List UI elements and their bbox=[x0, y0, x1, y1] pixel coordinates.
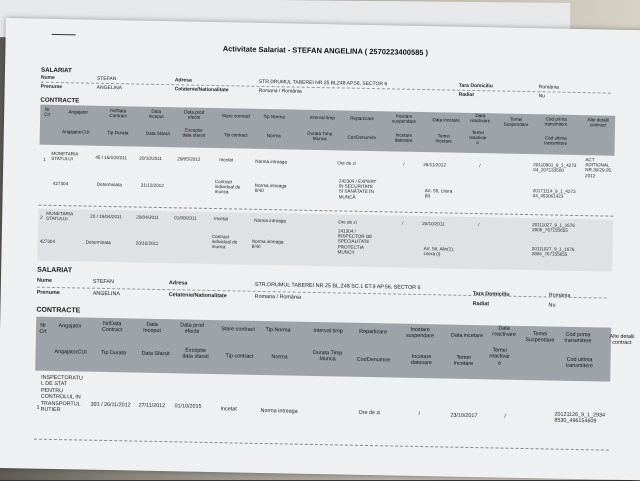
cell-tip-norma: Norma intreaga bbox=[260, 407, 298, 415]
section-salariat-2: SALARIAT bbox=[37, 266, 73, 275]
cell-data-sfarsit: 20/10/2011 bbox=[135, 240, 159, 246]
cell-cod-prima: 20121126_9_1_2934 8530_496154609 bbox=[554, 411, 606, 425]
cell-stare: Incetat bbox=[220, 406, 237, 413]
label-adresa: Adresa bbox=[168, 280, 188, 287]
label-prenume: Prenume bbox=[36, 289, 60, 297]
cell-tip-norma: Norma intreaga bbox=[255, 158, 288, 165]
hdr-norma: Norma bbox=[266, 133, 281, 139]
cell-data-inceput: 20/10/2011 bbox=[139, 155, 163, 162]
hdr-data-reactivare: Data reactivare bbox=[469, 113, 491, 124]
hdr-data-incetare: Data incetare bbox=[432, 117, 460, 123]
cell-tip-norma: Norma intreaga bbox=[254, 217, 286, 224]
hdr-cod-ultima: Cod ultima transmitere bbox=[544, 135, 568, 146]
cell-norma: Norma intreaga 8/40 bbox=[254, 182, 287, 194]
cell-incetare: / bbox=[403, 161, 405, 167]
hdr-temei-susp: Temei Suspendare bbox=[503, 116, 529, 128]
value-radiat: Nu bbox=[538, 93, 546, 100]
hdr-incetare-datesare: Incetare datesare bbox=[410, 353, 432, 367]
cell-cod-prima: 20111027_9_1_1676 2806_767155655 bbox=[531, 222, 575, 234]
hdr-incetare-susp: Incetare suspendare bbox=[405, 326, 435, 340]
label-cetatenie: Cetatenie/Nationalitate bbox=[168, 292, 227, 300]
cell-temei-incetare: Art. 56, Alin(1), Litera (i) bbox=[423, 246, 455, 257]
label-radiat: Radiat bbox=[472, 301, 490, 308]
cell-data-inceput: 20/04/2011 bbox=[136, 214, 159, 220]
cell-data-prod: 01/10/2015 bbox=[174, 403, 202, 410]
label-cetatenie: Cetatenie/Nationalitate bbox=[174, 86, 229, 94]
hdr-angajator-cui: AngajatorCUI bbox=[61, 129, 90, 135]
cell-interval: Ore de zi bbox=[358, 409, 381, 417]
cell-incetare: / bbox=[418, 410, 421, 418]
pen-mark bbox=[52, 34, 76, 35]
hdr-temei-reactivare: Temei reactivar e bbox=[468, 129, 487, 146]
hdr-repartizare: Repartizare bbox=[350, 115, 375, 122]
hdr-data-inceput: Data Inceput bbox=[143, 321, 161, 335]
hdr-incetare-susp: Incetare suspendare bbox=[392, 113, 417, 125]
cell-temei-incetare: Art. 55, Litera (b) bbox=[424, 188, 453, 199]
hdr-angajator: Angajator bbox=[68, 109, 89, 115]
hdr-tip-durata: Tip Durata bbox=[101, 349, 127, 357]
document-title: Activitate Salariat - STEFAN ANGELINA ( 2570223400585 ) bbox=[222, 44, 429, 58]
section-contracte-2: CONTRACTE bbox=[36, 306, 81, 315]
cell-nr: 1 bbox=[36, 404, 40, 411]
hdr-data-incetare: Data incetare bbox=[450, 332, 484, 340]
cell-cod-ultima: 20111027_9_1_1676 2806_767155655 bbox=[531, 246, 575, 258]
label-tara: Tara Domiciliu bbox=[458, 82, 493, 90]
hdr-nr-data: Nr/Data Contract bbox=[109, 108, 127, 119]
label-nume: Nume bbox=[36, 277, 53, 284]
cell-data-incetare: 20/10/2011 bbox=[422, 221, 445, 227]
hdr-tip-norma: Tip Norma bbox=[263, 113, 285, 120]
hdr-repartizare: Repartizare bbox=[359, 328, 388, 336]
hdr-angajator-cui: AngajatorCUI bbox=[54, 348, 87, 356]
cell-alte: ACT ADITIONAL NR.30/29.05. 2012 bbox=[585, 157, 613, 178]
hdr-cor: Cor/Denumire bbox=[347, 134, 377, 141]
hdr-data-prod: Data prod efecte bbox=[180, 322, 205, 336]
value-prenume: ANGELINA bbox=[92, 290, 121, 298]
cell-incetare: / bbox=[402, 220, 404, 226]
contract-row bbox=[37, 209, 613, 272]
hdr-data-sfarsit: Data Sfarsit bbox=[145, 130, 170, 137]
cell-cui: 427304 bbox=[39, 238, 56, 244]
hdr-nr-crt: Nr Crt bbox=[39, 322, 47, 336]
hdr-temei-incetare: Temei Incetare bbox=[453, 354, 474, 368]
hdr-norma: Norma bbox=[271, 354, 288, 361]
hdr-nr-crt: Nr Crt bbox=[44, 106, 51, 118]
hdr-data-sfarsit: Data Sfarsit bbox=[141, 350, 170, 358]
label-adresa: Adresa bbox=[174, 77, 192, 84]
label-prenume: Prenume bbox=[40, 83, 63, 91]
hdr-angajator: Angajator bbox=[58, 323, 82, 330]
hdr-incetare-datesare: Incetare datesare bbox=[394, 132, 413, 144]
cell-data-reactivare: / bbox=[504, 413, 506, 420]
hdr-data-reactivare: Data reactivare bbox=[492, 325, 516, 339]
hdr-data-inceput: Data Inceput bbox=[148, 108, 164, 120]
cell-cor: 242304 / EXPERT IN SECURITATE SI SĂNĂTATE ÎN MUNCĂ bbox=[338, 178, 377, 200]
hdr-temei-susp: Temei Suspendare bbox=[525, 331, 555, 344]
hdr-stare: Stare contract bbox=[221, 113, 251, 119]
cell-angajator: MONETARIA STATULUI bbox=[51, 150, 79, 162]
value-cetatenie: Romana / România bbox=[258, 87, 302, 95]
hdr-tip-contract: Tip contract bbox=[223, 132, 248, 138]
value-tara: România bbox=[538, 84, 559, 91]
value-prenume: ANGELINA bbox=[96, 84, 123, 92]
cell-angajator: INSPECTORATU L DE STAT PENTRU CONTROLUL IN TRANSPORTUL RUTIER bbox=[40, 374, 83, 414]
hdr-exceptie: Exceptie data sfarsit bbox=[182, 127, 206, 139]
label-radiat: Radiat bbox=[458, 91, 474, 98]
cell-cod-ultima: 20171114_9_1_4273 04_453061423 bbox=[532, 188, 576, 199]
cell-nr-data: 45 / 16/10/2011 bbox=[95, 154, 127, 161]
hdr-cod-prima: Cod prima transmitere bbox=[544, 116, 568, 128]
cell-cui: 427304 bbox=[52, 180, 69, 187]
hdr-exceptie: Exceptie data sfarsit bbox=[182, 347, 209, 361]
hdr-tip-norma: Tip Norma bbox=[265, 327, 291, 334]
cell-nr-data: 391 / 26/11/2012 bbox=[90, 401, 131, 409]
cell-cod-prima: 20110901_9_1_4273 04_207133500 bbox=[533, 162, 577, 173]
hdr-data-prod: Data prod efecte bbox=[184, 109, 205, 120]
value-adresa: STR.DRUMUL TABEREI NR.25 BL.Z48 SC.1 ET.9 AP.56, SECTOR 6 bbox=[254, 281, 421, 292]
cell-stare: Incetat bbox=[219, 157, 234, 163]
cell-data-incetare: 23/10/2017 bbox=[450, 412, 478, 420]
hdr-durata-timp: Durata Timp Munca bbox=[307, 130, 333, 142]
hdr-alte: Alte detalii contract bbox=[587, 117, 609, 128]
value-radiat: Nu bbox=[548, 302, 556, 309]
hdr-cor: Cor/Denumire bbox=[356, 356, 391, 364]
contracts-header bbox=[40, 105, 616, 156]
document-sheet bbox=[0, 18, 640, 481]
hdr-cod-prima: Cod prima transmitere bbox=[564, 331, 592, 345]
value-nume: STEFAN bbox=[96, 75, 117, 83]
cell-angajator: MONETARIA STATULUI bbox=[46, 210, 74, 222]
value-adresa: STR.DRUMUL TABEREI NR.25 BLZ48 AP.56, SECTOR 6 bbox=[258, 78, 388, 88]
hdr-interval: Interval timp bbox=[309, 114, 335, 121]
contract-row bbox=[34, 375, 610, 446]
hdr-durata-timp: Durata Timp Munca bbox=[312, 349, 343, 363]
label-nume: Nume bbox=[40, 74, 55, 81]
value-nume: STEFAN bbox=[92, 278, 114, 286]
cell-interval: Ore de zi bbox=[338, 219, 357, 225]
cell-data-incetare: 26/11/2012 bbox=[423, 162, 446, 168]
cell-tip-contract: Contract individual de munca bbox=[211, 233, 238, 250]
value-cetatenie: Romana / România bbox=[254, 293, 302, 301]
contracts-header-2 bbox=[35, 317, 635, 382]
cell-norma: Norma intreaga 8/40 bbox=[251, 238, 284, 250]
cell-tip-durata: Determinata bbox=[96, 181, 122, 188]
cell-nr: 2 bbox=[40, 214, 43, 220]
hdr-tip-durata: Tip Durata bbox=[107, 129, 129, 136]
cell-interval: Ore de zi bbox=[337, 160, 356, 166]
cell-nr: 1 bbox=[43, 156, 46, 162]
section-salariat: SALARIAT bbox=[40, 66, 72, 75]
cell-tip-durata: Determinata bbox=[85, 239, 111, 246]
hdr-alte: Alte detalii contract bbox=[609, 333, 635, 347]
cell-nr-data: 20 / 19/04/2011 bbox=[90, 213, 122, 220]
cell-data-prod: 29/05/2012 bbox=[177, 156, 201, 162]
label-tara: Tara Domiciliu bbox=[472, 291, 510, 298]
cell-data-sfarsit: 31/12/2012 bbox=[140, 182, 164, 189]
cell-data-reactivare: / bbox=[478, 222, 480, 228]
hdr-cod-ultima: Cod ultima transmitere bbox=[565, 356, 593, 370]
cell-data-prod: 01/08/2011 bbox=[174, 215, 197, 221]
cell-cor: 241304 / INSPECTOR DE SPECIALITATE PROTECTIA MUNCII bbox=[337, 228, 373, 255]
value-tara: România bbox=[548, 292, 571, 299]
section-contracte: CONTRACTE bbox=[40, 96, 80, 105]
hdr-interval: Interval timp bbox=[313, 327, 343, 335]
hdr-temei-reactivare: Temei reactivar e bbox=[489, 347, 510, 367]
hdr-temei-incetare: Temei Incetare bbox=[435, 133, 453, 144]
cell-data-inceput: 27/11/2012 bbox=[138, 402, 166, 410]
hdr-nr-data: Nr/Data Contract bbox=[101, 320, 123, 334]
cell-data-reactivare: / bbox=[479, 163, 481, 169]
cell-stare: Incetat bbox=[214, 216, 229, 222]
cell-tip-contract: Contract individual de munca bbox=[214, 179, 241, 195]
hdr-stare: Stare contract bbox=[221, 326, 255, 333]
hdr-tip-contract: Tip contract bbox=[225, 353, 254, 360]
